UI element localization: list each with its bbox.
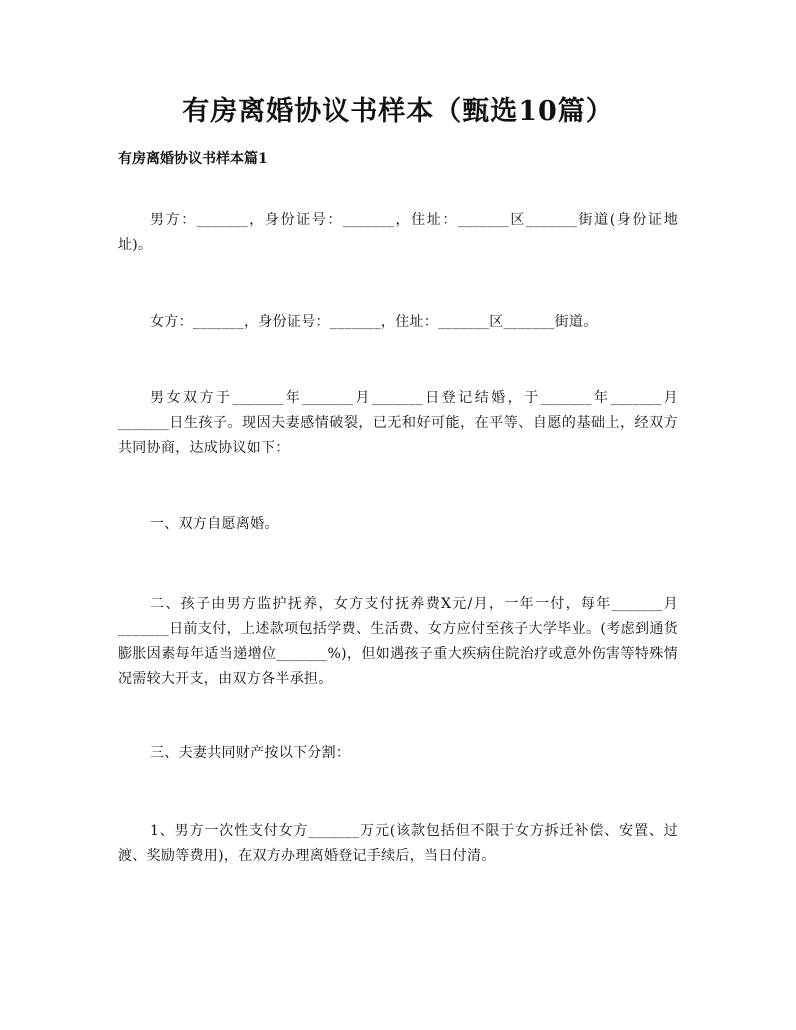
paragraph-clause-2: 二、孩子由男方监护抚养，女方支付抚养费X元/月，一年一付，每年_______月_______日前支付，上述款项包括学费、生活费、女方应付至孩子大学毕业。(考虑到通货膨胀因素每年适当递增位_______%)，但如遇孩子重大疾病住院治疗或意外伤害等特殊情况需较大开支，由双方各半承担。 [118,596,678,687]
paragraph-husband-info: 男方：_______，身份证号：_______，住址：_______区_______街道(身份证地址)。 [118,212,678,253]
paragraph-wife-info: 女方：_______，身份证号：_______，住址：_______区_______街道。 [150,314,598,330]
document-title: 有房离婚协议书样本（甄选10篇） [182,96,614,127]
paragraph-clause-3: 三、夫妻共同财产按以下分割： [150,745,351,761]
paragraph-marriage-background: 男女双方于_______年_______月_______日登记结婚，于_______年_______月_______日生孩子。现因夫妻感情破裂，已无和好可能，在平等、自愿的基础上，经双方共同协商，达成协议如下： [118,390,678,456]
section-heading: 有房离婚协议书样本篇1 [118,151,268,167]
paragraph-clause-3-item-1: 1、男方一次性支付女方_______万元(该款包括但不限于女方拆迁补偿、安置、过渡、奖励等费用)，在双方办理离婚登记手续后，当日付清。 [118,823,678,864]
paragraph-clause-1: 一、双方自愿离婚。 [150,516,279,532]
